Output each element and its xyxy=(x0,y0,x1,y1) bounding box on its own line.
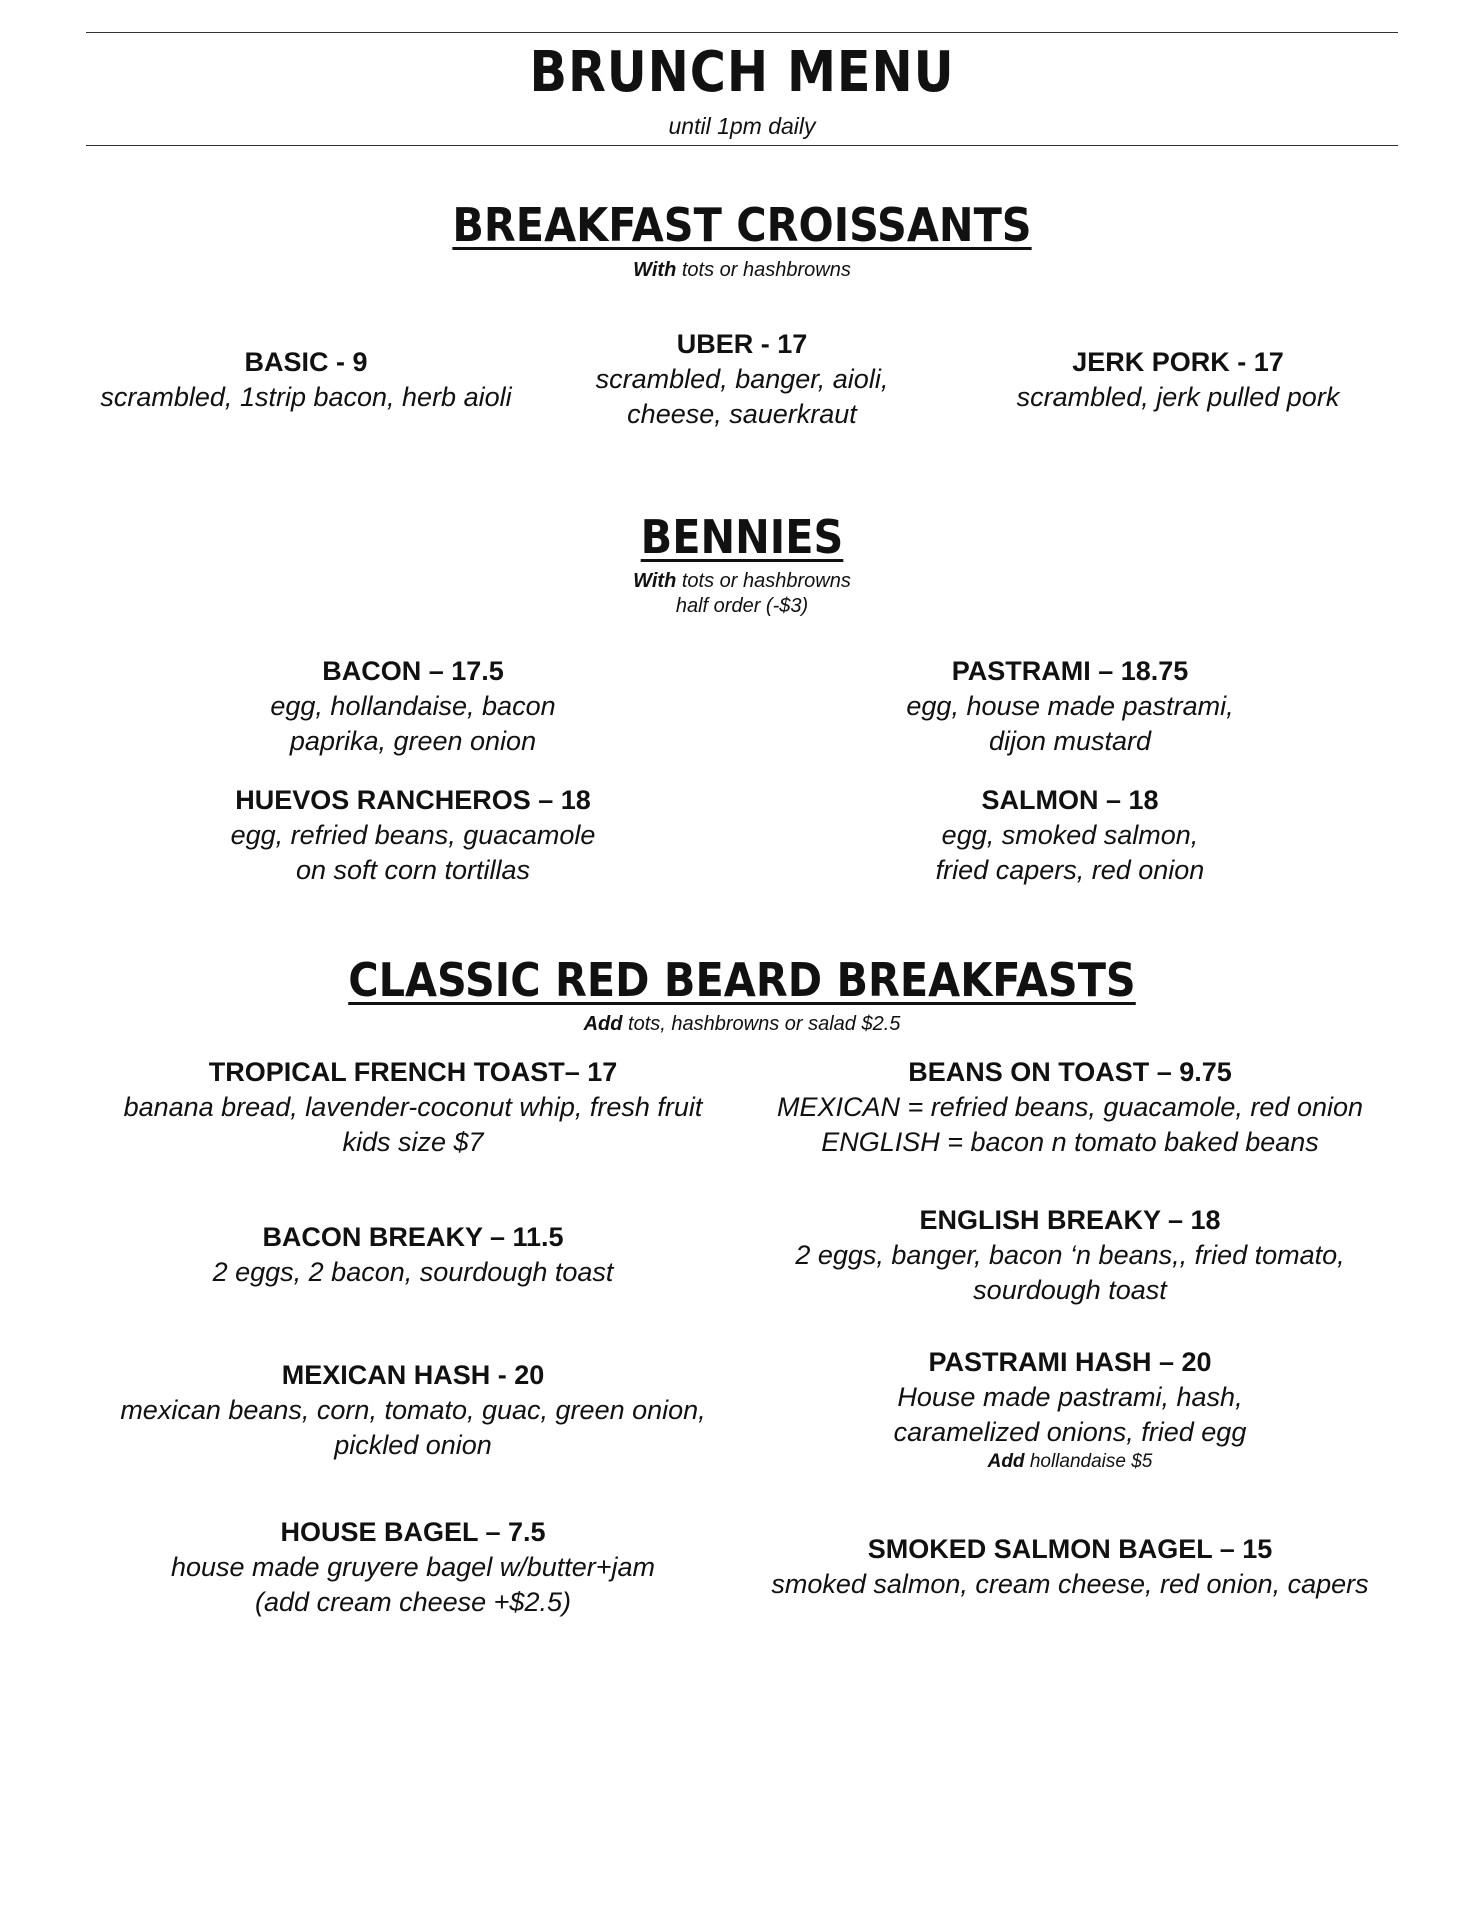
item-desc: sourdough toast xyxy=(973,1275,1167,1305)
item-name: BACON – 17.5 xyxy=(322,656,504,686)
item-desc: fried capers, red onion xyxy=(935,855,1205,885)
item-desc: pickled onion xyxy=(334,1430,492,1460)
item-name: ENGLISH BREAKY – 18 xyxy=(919,1205,1221,1235)
item-desc: kids size $7 xyxy=(342,1127,484,1157)
item-desc: house made gruyere bagel w/butter+jam xyxy=(170,1552,656,1582)
menu-item-salmon-benny xyxy=(820,783,1320,888)
item-desc: House made pastrami, hash, xyxy=(897,1382,1243,1412)
item-name: PASTRAMI HASH – 20 xyxy=(928,1347,1212,1377)
croissants-note: With tots or hashbrowns xyxy=(633,259,851,281)
page-subtitle: until 1pm daily xyxy=(668,113,816,139)
item-name: TROPICAL FRENCH TOAST– 17 xyxy=(208,1057,618,1087)
menu-item-jerk-pork xyxy=(958,345,1398,415)
item-desc: scrambled, banger, aioli, xyxy=(595,364,889,394)
item-addon: Add hollandaise $5 xyxy=(987,1451,1153,1472)
menu-item-basic xyxy=(86,345,526,415)
menu-item-pastrami-benny xyxy=(820,654,1320,759)
item-desc: mexican beans, corn, tomato, guac, green onion, xyxy=(120,1395,706,1425)
item-name: HUEVOS RANCHEROS – 18 xyxy=(235,785,591,815)
section-title-bennies: BENNIES xyxy=(640,510,844,564)
item-name: BASIC - 9 xyxy=(244,347,368,377)
menu-item-bacon-breaky xyxy=(93,1220,733,1290)
item-desc: scrambled, 1strip bacon, herb aioli xyxy=(100,382,512,412)
item-desc: scrambled, jerk pulled pork xyxy=(1016,382,1340,412)
menu-item-bacon-benny xyxy=(163,654,663,759)
item-desc: egg, smoked salmon, xyxy=(941,820,1199,850)
item-name: BACON BREAKY – 11.5 xyxy=(262,1222,564,1252)
menu-item-mexican-hash xyxy=(93,1358,733,1463)
top-rule xyxy=(86,32,1398,33)
item-desc: MEXICAN = refried beans, guacamole, red onion xyxy=(776,1092,1364,1122)
item-desc: caramelized onions, fried egg xyxy=(893,1417,1247,1447)
item-desc: 2 eggs, banger, bacon ‘n beans,, fried tomato, xyxy=(795,1240,1345,1270)
item-desc: 2 eggs, 2 bacon, sourdough toast xyxy=(212,1257,614,1287)
item-desc: egg, hollandaise, bacon xyxy=(270,691,556,721)
item-name: JERK PORK - 17 xyxy=(1072,347,1284,377)
menu-item-uber xyxy=(522,327,962,432)
item-desc: smoked salmon, cream cheese, red onion, capers xyxy=(771,1569,1369,1599)
page-title: BRUNCH MENU xyxy=(529,40,955,105)
item-name: UBER - 17 xyxy=(676,329,808,359)
item-desc: paprika, green onion xyxy=(289,726,537,756)
menu-item-house-bagel xyxy=(93,1515,733,1620)
item-desc: egg, refried beans, guacamole xyxy=(230,820,596,850)
menu-item-pastrami-hash xyxy=(750,1345,1390,1474)
item-name: MEXICAN HASH - 20 xyxy=(281,1360,545,1390)
item-desc: banana bread, lavender-coconut whip, fresh fruit xyxy=(123,1092,703,1122)
menu-item-beans-on-toast xyxy=(750,1055,1390,1160)
item-name: HOUSE BAGEL – 7.5 xyxy=(280,1517,546,1547)
menu-item-tropical-french-toast xyxy=(93,1055,733,1160)
item-name: SMOKED SALMON BAGEL – 15 xyxy=(867,1534,1273,1564)
bennies-note-half-order: half order (-$3) xyxy=(675,595,809,617)
section-title-classic: CLASSIC RED BEARD BREAKFASTS xyxy=(348,953,1136,1007)
item-desc: ENGLISH = bacon n tomato baked beans xyxy=(821,1127,1319,1157)
menu-item-english-breaky xyxy=(750,1203,1390,1308)
item-desc: (add cream cheese +$2.5) xyxy=(255,1587,571,1617)
menu-item-smoked-salmon-bagel xyxy=(750,1532,1390,1602)
item-name: SALMON – 18 xyxy=(981,785,1159,815)
item-desc: cheese, sauerkraut xyxy=(627,399,857,429)
classic-note: Add tots, hashbrowns or salad $2.5 xyxy=(583,1013,901,1035)
item-name: PASTRAMI – 18.75 xyxy=(951,656,1189,686)
item-desc: dijon mustard xyxy=(988,726,1152,756)
item-name: BEANS ON TOAST – 9.75 xyxy=(908,1057,1232,1087)
item-desc: on soft corn tortillas xyxy=(295,855,531,885)
menu-item-huevos-rancheros xyxy=(163,783,663,888)
header-rule xyxy=(86,145,1398,146)
bennies-note: With tots or hashbrowns xyxy=(633,570,851,592)
section-title-croissants: BREAKFAST CROISSANTS xyxy=(452,198,1032,252)
item-desc: egg, house made pastrami, xyxy=(906,691,1234,721)
